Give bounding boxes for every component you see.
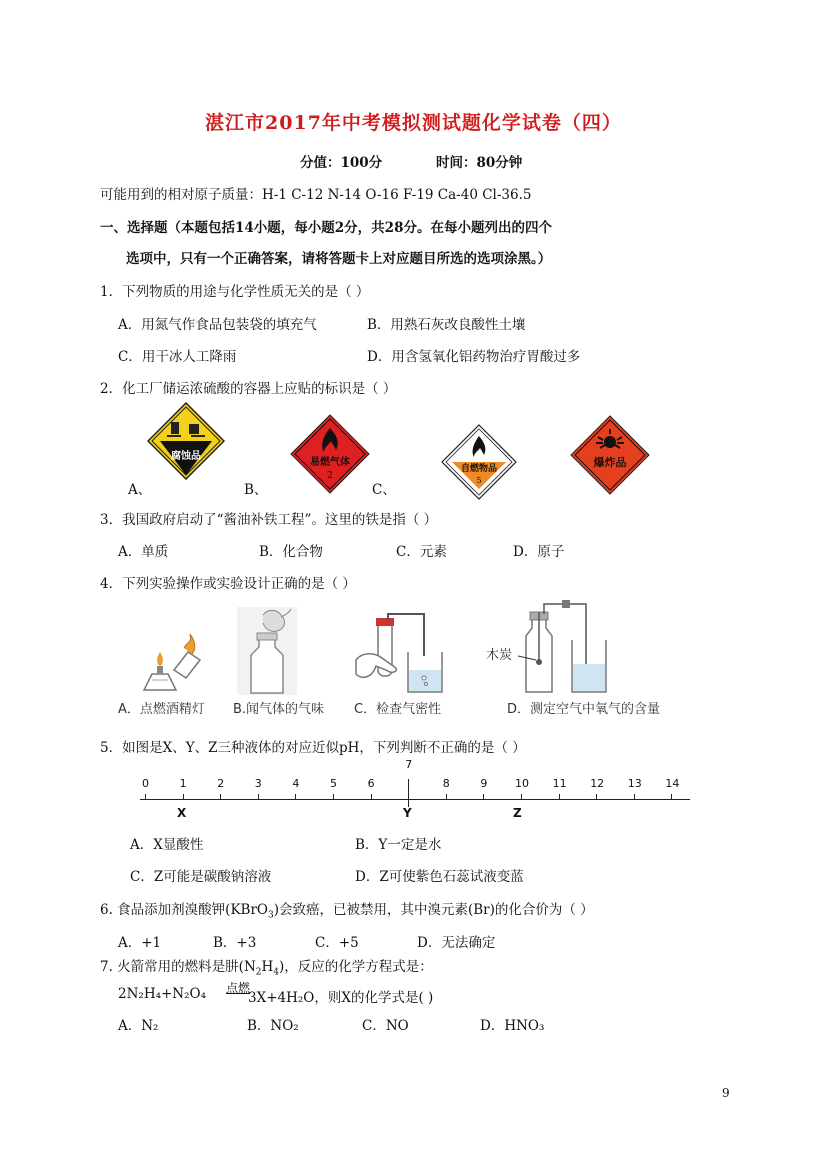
q4-option-d: D．测定空气中氧气的含量	[507, 702, 661, 717]
q3-option-b: B．化合物	[259, 544, 323, 560]
ph-tick-8	[446, 794, 447, 799]
sign-c-label: 自燃物品	[460, 464, 498, 474]
ph-tick-7	[408, 779, 409, 807]
ph-marker-y: Y	[403, 806, 412, 820]
q1-option-c: C．用干冰人工降雨	[118, 349, 237, 365]
ph-tick-label-4: 4	[292, 777, 300, 790]
q6-option-a: A．+1	[118, 935, 162, 951]
q4-option-c: C．检查气密性	[354, 702, 442, 717]
q4-option-b: B.闻气体的气味	[233, 702, 325, 717]
ph-tick-label-3: 3	[254, 777, 262, 790]
q3-option-d: D．原子	[513, 544, 565, 560]
ph-tick-label-10: 10	[515, 777, 529, 790]
q2-option-b: B、	[244, 482, 268, 498]
q5-option-d: D．Z可使紫色石蕊试液变蓝	[355, 869, 524, 885]
q3-option-a: A．单质	[118, 544, 169, 560]
q1-option-a: A．用氮气作食品包装袋的填充气	[118, 317, 317, 333]
corrosive-sign	[147, 402, 225, 480]
alcohol-lamp-illustration	[140, 622, 208, 694]
q7-stem: 7. 火箭常用的燃料是肼$(N_2H_4)$，反应的化学方程式是：	[100, 959, 433, 978]
q7-equation-left: 2N₂H₄+N₂O₄	[118, 986, 207, 1002]
atomic-masses: 可能用到的相对原子质量：H-1 C-12 N-14 O-16 F-19 Ca-40 Cl-36.5	[100, 187, 532, 203]
ph-tick-label-11: 11	[552, 777, 567, 790]
ph-axis-line	[140, 799, 690, 800]
q6-stem: 6. 食品添加剂溴酸钾(KBrO$_3$)会致癌，已被禁用，其中溴元素(Br)的化合价为（ ）	[100, 902, 594, 921]
smell-gas-illustration	[237, 607, 297, 695]
ph-tick-label-14: 14	[665, 777, 680, 790]
sign-a-label: 腐蚀品	[171, 451, 201, 462]
ph-marker-x: X	[177, 806, 187, 820]
ph-tick-11	[559, 794, 560, 799]
q1-stem: 1．下列物质的用途与化学性质无关的是（ ）	[100, 284, 370, 300]
ph-tick-label-6: 6	[367, 777, 375, 790]
ph-tick-label-2: 2	[217, 777, 225, 790]
ph-tick-4	[295, 794, 296, 799]
ph-tick-label-13: 13	[627, 777, 642, 790]
q5-option-a: A．X显酸性	[130, 837, 204, 853]
ph-tick-label-1: 1	[179, 777, 187, 790]
q2-option-c: C、	[372, 482, 396, 498]
time-info: 时间：80分钟	[436, 155, 523, 171]
ph-tick-label-9: 9	[480, 777, 488, 790]
sign-d-label: 爆炸品	[593, 456, 627, 469]
ph-tick-label-7: 7	[405, 758, 413, 771]
q4-option-a: A．点燃酒精灯	[118, 702, 205, 717]
ph-marker-z: Z	[513, 806, 522, 820]
q7-option-b: B．NO₂	[247, 1018, 299, 1034]
q5-stem: 5．如图是X、Y、Z三种液体的对应近似pH，下列判断不正确的是（ ）	[100, 740, 526, 756]
ph-tick-9	[483, 794, 484, 799]
ph-tick-2	[220, 794, 221, 799]
ph-tick-13	[634, 794, 635, 799]
q6-option-b: B．+3	[213, 935, 257, 951]
q3-stem: 3．我国政府启动了“酱油补铁工程”。这里的铁是指（ ）	[100, 512, 438, 528]
charcoal-label: 木炭	[486, 648, 513, 663]
q7-option-a: A．N₂	[118, 1018, 159, 1034]
q2-stem: 2．化工厂储运浓硫酸的容器上应贴的标识是（ ）	[100, 381, 397, 397]
q7-equation-right: 3X+4H₂O，则X的化学式是( )	[248, 990, 434, 1006]
section1-line2: 选项中，只有一个正确答案，请将答题卡上对应题目所选的选项涂黑。）	[126, 251, 552, 267]
ph-tick-label-12: 12	[590, 777, 605, 790]
q1-option-b: B．用熟石灰改良酸性土壤	[367, 317, 526, 333]
ph-tick-5	[333, 794, 334, 799]
q1-option-d: D．用含氢氧化铝药物治疗胃酸过多	[367, 349, 581, 365]
q2-option-a: A、	[128, 482, 152, 498]
ph-tick-0	[145, 794, 146, 799]
ph-tick-6	[371, 794, 372, 799]
ph-tick-1	[183, 794, 184, 799]
ph-tick-label-0: 0	[142, 777, 149, 790]
ph-tick-3	[258, 794, 259, 799]
q7-option-d: D．HNO₃	[480, 1018, 545, 1034]
airtightness-check-illustration	[352, 612, 452, 696]
page-number: 9	[722, 1086, 730, 1100]
q6-option-d: D．无法确定	[417, 935, 496, 951]
q4-stem: 4．下列实验操作或实验设计正确的是（ ）	[100, 576, 356, 592]
ph-tick-10	[521, 794, 522, 799]
score-info: 分值：100分	[300, 155, 383, 171]
q7-condition: 点燃	[226, 981, 251, 995]
flammable-gas-sign	[290, 414, 370, 494]
ph-tick-label-8: 8	[442, 777, 450, 790]
q5-option-c: C．Z可能是碳酸钠溶液	[130, 869, 272, 885]
explosive-sign	[570, 415, 650, 495]
sign-c-number: 5	[476, 476, 482, 485]
q5-option-b: B．Y一定是水	[355, 837, 442, 853]
spontaneous-combustion-sign	[441, 424, 517, 500]
sign-b-label: 易燃气体	[310, 457, 350, 468]
q6-option-c: C．+5	[315, 935, 359, 951]
ph-tick-14	[671, 794, 672, 799]
q3-option-c: C．元素	[396, 544, 447, 560]
ph-tick-label-5: 5	[330, 777, 337, 790]
exam-title: 湛江市2017年中考模拟测试题化学试卷（四）	[205, 112, 622, 134]
ph-tick-12	[596, 794, 597, 799]
q7-option-c: C．NO	[362, 1018, 409, 1034]
sign-b-number: 2	[327, 471, 333, 481]
section1-line1: 一、选择题（本题包括14小题，每小题2分，共28分。在每小题列出的四个	[100, 220, 552, 236]
